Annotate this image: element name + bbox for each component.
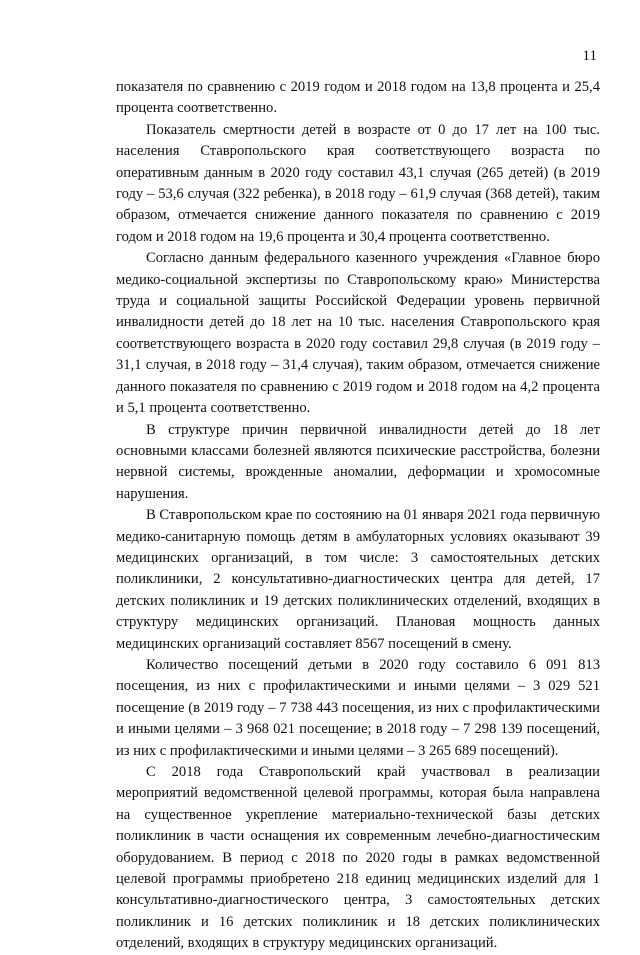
paragraph-5: В Ставропольском крае по состоянию на 01 января 2021 года первичную медико-санитарную помощь детям в амбулаторных условиях оказывают 39 медицинских организаций, в том числе: 3 самостоятельных детских поликлиники, 2 консультативно-диагностических центра для детей, 17 детских поликлиник и 19 детских поликлинических отделений, входящих в структуру медицинских организаций. Плановая мощность данных медицинских организаций составляет 8567 посещений в смену. [116,507,600,652]
page-number: 11 [582,48,597,64]
document-body [116,77,600,955]
paragraph-2: Показатель смертности детей в возрасте от 0 до 17 лет на 100 тыс. населения Ставропольского края соответствующего возраста по оперативным данным в 2020 году составил 43,1 случая (265 детей) (в 2019 году – 53,6 случая (322 ребенка), в 2018 году – 61,9 случая (368 детей), таким образом, отмечается снижение данного показателя по сравнению с 2019 годом и 2018 годом на 19,6 процента и 30,4 процента соответственно. [116,121,600,245]
paragraph-7: С 2018 года Ставропольский край участвовал в реализации мероприятий ведомственной целевой программы, которая была направлена на существенное укрепление материально-технической базы детских поликлиник в части оснащения их современным лечебно-диагностическим оборудованием. В период с 2018 по 2020 годы в рамках ведомственной целевой программы приобретено 218 единиц медицинских изделий для 1 консультативно-диагностического центра, 3 самостоятельных детских поликлиник и 16 детских поликлиник и 18 детских поликлинических отделений, входящих в структуру медицинских организаций. [116,764,600,952]
paragraph-6: Количество посещений детьми в 2020 году составило 6 091 813 посещения, из них с профилактическими и иными целями – 3 029 521 посещение (в 2019 году – 7 738 443 посещения, из них с профилактическими и иными целями – 3 968 021 посещение; в 2018 году – 7 298 139 посещений, из них с профилактическими и иными целями – 3 265 689 посещений). [116,656,600,759]
paragraph-4: В структуре причин первичной инвалидности детей до 18 лет основными классами болезней являются психические расстройства, болезни нервной системы, врожденные аномалии, деформации и хромосомные нарушения. [116,421,600,502]
paragraph-1: показателя по сравнению с 2019 годом и 2018 годом на 13,8 процента и 25,4 процента соответственно. [116,79,600,117]
paragraph-3: Согласно данным федерального казенного учреждения «Главное бюро медико-социальной экспертизы по Ставропольскому краю» Министерства труда и социальной защиты Российской Федерации уровень первичной инвалидности детей до 18 лет на 10 тыс. населения Ставропольского края соответствующего возраста в 2020 году составил 29,8 случая (в 2019 году – 31,1 случая, в 2018 году – 31,4 случая), таким образом, отмечается снижение данного показателя по сравнению с 2019 годом и 2018 годом на 4,2 процента и 5,1 процента соответственно. [116,250,600,417]
